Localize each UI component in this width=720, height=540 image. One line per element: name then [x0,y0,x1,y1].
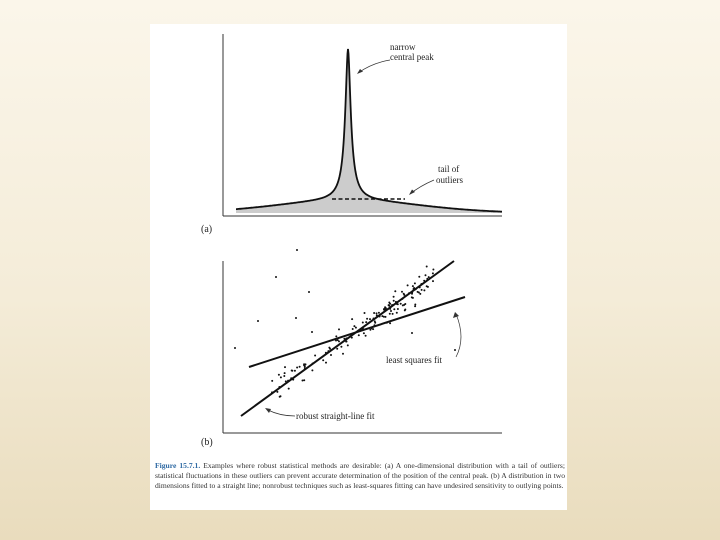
scatter-point [311,331,313,333]
scatter-point [419,293,421,295]
scatter-point [338,328,340,330]
peak-arrowhead [357,69,363,74]
scatter-point [414,282,416,284]
scatter-point [271,380,273,382]
scatter-point [347,344,349,346]
scatter-point [401,291,403,293]
least-squares-annotation: least squares fit [386,355,442,365]
scatter-point [322,359,324,361]
scatter-point [432,280,434,282]
scatter-point [414,304,416,306]
scatter-point [364,312,366,314]
scatter-point [351,318,353,320]
scatter-point [385,316,387,318]
scatter-point [454,349,456,351]
robust-arrowhead [265,408,271,413]
scatter-point [296,249,298,251]
caption-text: Examples where robust statistical methods are desirable: (a) A one-dimensional distribution with a tail of outliers; statistical fluctuations in these outliers can prevent accurate determination of the position of the central peak. (b) A distribution in two dimensions fitted to a straight line; nonrobust techniques such as least-squares fitting can have undesired sensitivity to outlying points. [155,461,565,491]
panel-a [201,34,502,235]
tail-arrowhead [409,190,415,196]
scatter-point [404,309,406,311]
scatter-point [358,334,360,336]
scatter-point [392,313,394,315]
scatter-point [336,348,338,350]
scatter-point [414,305,416,307]
scatter-point [381,315,383,317]
scatter-point [280,376,282,378]
scatter-point [284,366,286,368]
scatter-point [417,291,419,293]
scatter-point [376,312,378,314]
scatter-point [366,318,368,320]
panel-b [201,249,502,448]
robust-annotation: robust straight-line fit [296,411,375,421]
peak-arrow [358,60,390,73]
scatter-point [421,289,423,291]
scatter-point [311,369,313,371]
scatter-point [426,266,428,268]
scatter-point [294,370,296,372]
scatter-point [299,366,301,368]
scatter-point [393,300,395,302]
scatter-point [423,289,425,291]
scatter-point [374,322,376,324]
scatter-point [407,284,409,286]
scatter-point [397,308,399,310]
scatter-point [390,310,392,312]
scatter-point [288,388,290,390]
scatter-point [412,285,414,287]
tail-annotation-line1: tail of [438,164,460,174]
scatter-point [353,325,355,327]
robust-fit-line [241,261,454,416]
scatter-point [425,274,427,276]
scatter-point [308,291,310,293]
robust-arrow [268,410,295,416]
scatter-point [418,276,420,278]
scatter-point [389,313,391,315]
scatter-point [302,380,304,382]
scatter-point [257,320,259,322]
panel-b-label: (b) [201,437,213,448]
scatter-point [388,302,390,304]
scatter-point [373,312,375,314]
scatter-point [328,347,330,349]
scatter-point [279,396,281,398]
panel-a-label: (a) [201,224,213,235]
figure-caption [155,461,565,492]
scatter-point [403,304,405,306]
scatter-point [340,346,342,348]
scatter-points [234,249,456,398]
scatter-point [369,318,371,320]
scatter-point [278,374,280,376]
scatter-point [342,353,344,355]
scatter-point [234,347,236,349]
distribution-fill [236,49,502,213]
scatter-point [275,276,277,278]
scatter-point [296,367,298,369]
scatter-point [338,340,340,342]
scatter-point [426,285,428,287]
scatter-point [396,312,398,314]
scatter-point [355,327,357,329]
scatter-point [411,332,413,334]
scatter-point [365,321,367,323]
scatter-point [372,328,374,330]
scatter-point [295,317,297,319]
scatter-point [283,375,285,377]
scatter-point [400,303,402,305]
scatter-point [393,296,395,298]
scatter-point [363,332,365,334]
caption-label: Figure 15.7.1. [155,461,201,470]
scatter-point [378,312,380,314]
peak-annotation-line2: central peak [390,52,434,62]
scatter-point [330,354,332,356]
scatter-point [325,362,327,364]
scatter-point [365,335,367,337]
scatter-point [314,355,316,357]
scatter-point [352,328,354,330]
scatter-point [403,293,405,295]
scatter-point [411,296,413,298]
distribution-curve [236,49,502,212]
scatter-point [284,372,286,374]
scatter-point [303,364,305,366]
least-squares-arrow [456,314,461,357]
scatter-point [389,322,391,324]
figure-drawing [150,24,567,510]
least-squares-arrowhead [453,312,459,318]
scatter-point [335,335,337,337]
scatter-point [432,272,434,274]
tail-annotation-line2: outliers [436,175,463,185]
scatter-point [432,269,434,271]
scatter-point [303,379,305,381]
figure-page [150,24,567,510]
scatter-point [393,308,395,310]
peak-annotation-line1: narrow [390,42,416,52]
scatter-point [369,329,371,331]
scatter-point [394,290,396,292]
scatter-point [291,370,293,372]
scatter-point [362,322,364,324]
